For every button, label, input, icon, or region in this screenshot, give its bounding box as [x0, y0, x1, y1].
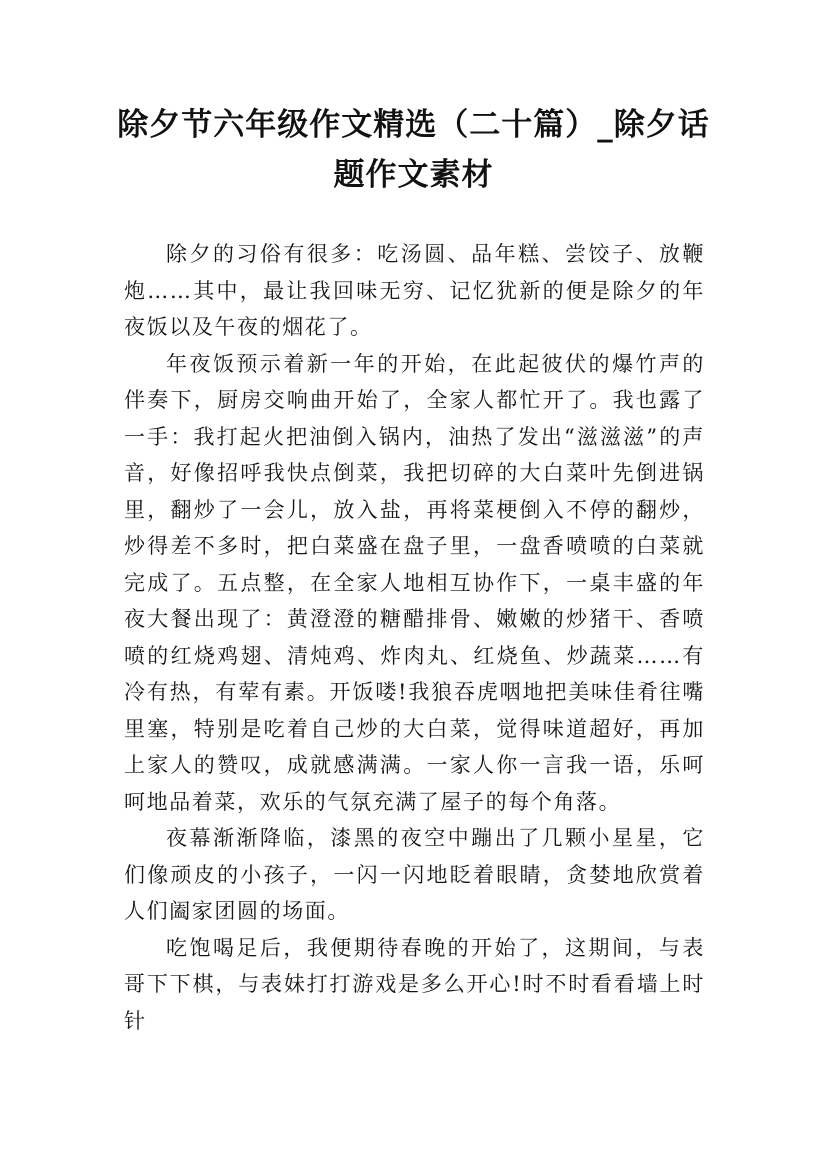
paragraph-2: 年夜饭预示着新一年的开始，在此起彼伏的爆竹声的伴奏下，厨房交响曲开始了，全家人都忙开了。我也露了一手：我打起火把油倒入锅内，油热了发出“滋滋滋”的声音，好像招呼我快点倒菜，我把切碎的大白菜叶先倒进锅里，翻炒了一会儿，放入盐，再将菜梗倒入不停的翻炒，炒得差不多时，把白菜盛在盘子里，一盘香喷喷的白菜就完成了。五点整，在全家人地相互协作下，一桌丰盛的年夜大餐出现了：黄澄澄的糖醋排骨、嫩嫩的炒猪干、香喷喷的红烧鸡翅、清炖鸡、炸肉丸、红烧鱼、炒蔬菜……有冷有热，有荤有素。开饭喽!我狼吞虎咽地把美味佳肴往嘴里塞，特别是吃着自己炒的大白菜，觉得味道超好，再加上家人的赞叹，成就感满满。一家人你一言我一语，乐呵呵地品着菜，欢乐的气氛充满了屋子的每个角落。 — [124, 351, 705, 814]
document-body — [124, 236, 705, 1039]
paragraph-3: 夜幕渐渐降临，漆黑的夜空中蹦出了几颗小星星，它们像顽皮的小孩子，一闪一闪地眨着眼睛，贪婪地欣赏着人们阖家团圆的场面。 — [124, 826, 705, 923]
document-title: 除夕节六年级作文精选（二十篇）_除夕话题作文素材 — [117, 107, 710, 193]
paragraph-4: 吃饱喝足后，我便期待春晚的开始了，这期间，与表哥下下棋，与表妹打打游戏是多么开心!时不时看看墙上时针 — [124, 935, 705, 1033]
paragraph-1: 除夕的习俗有很多：吃汤圆、品年糕、尝饺子、放鞭炮……其中，最让我回味无穷、记忆犹新的便是除夕的年夜饭以及午夜的烟花了。 — [124, 242, 705, 339]
